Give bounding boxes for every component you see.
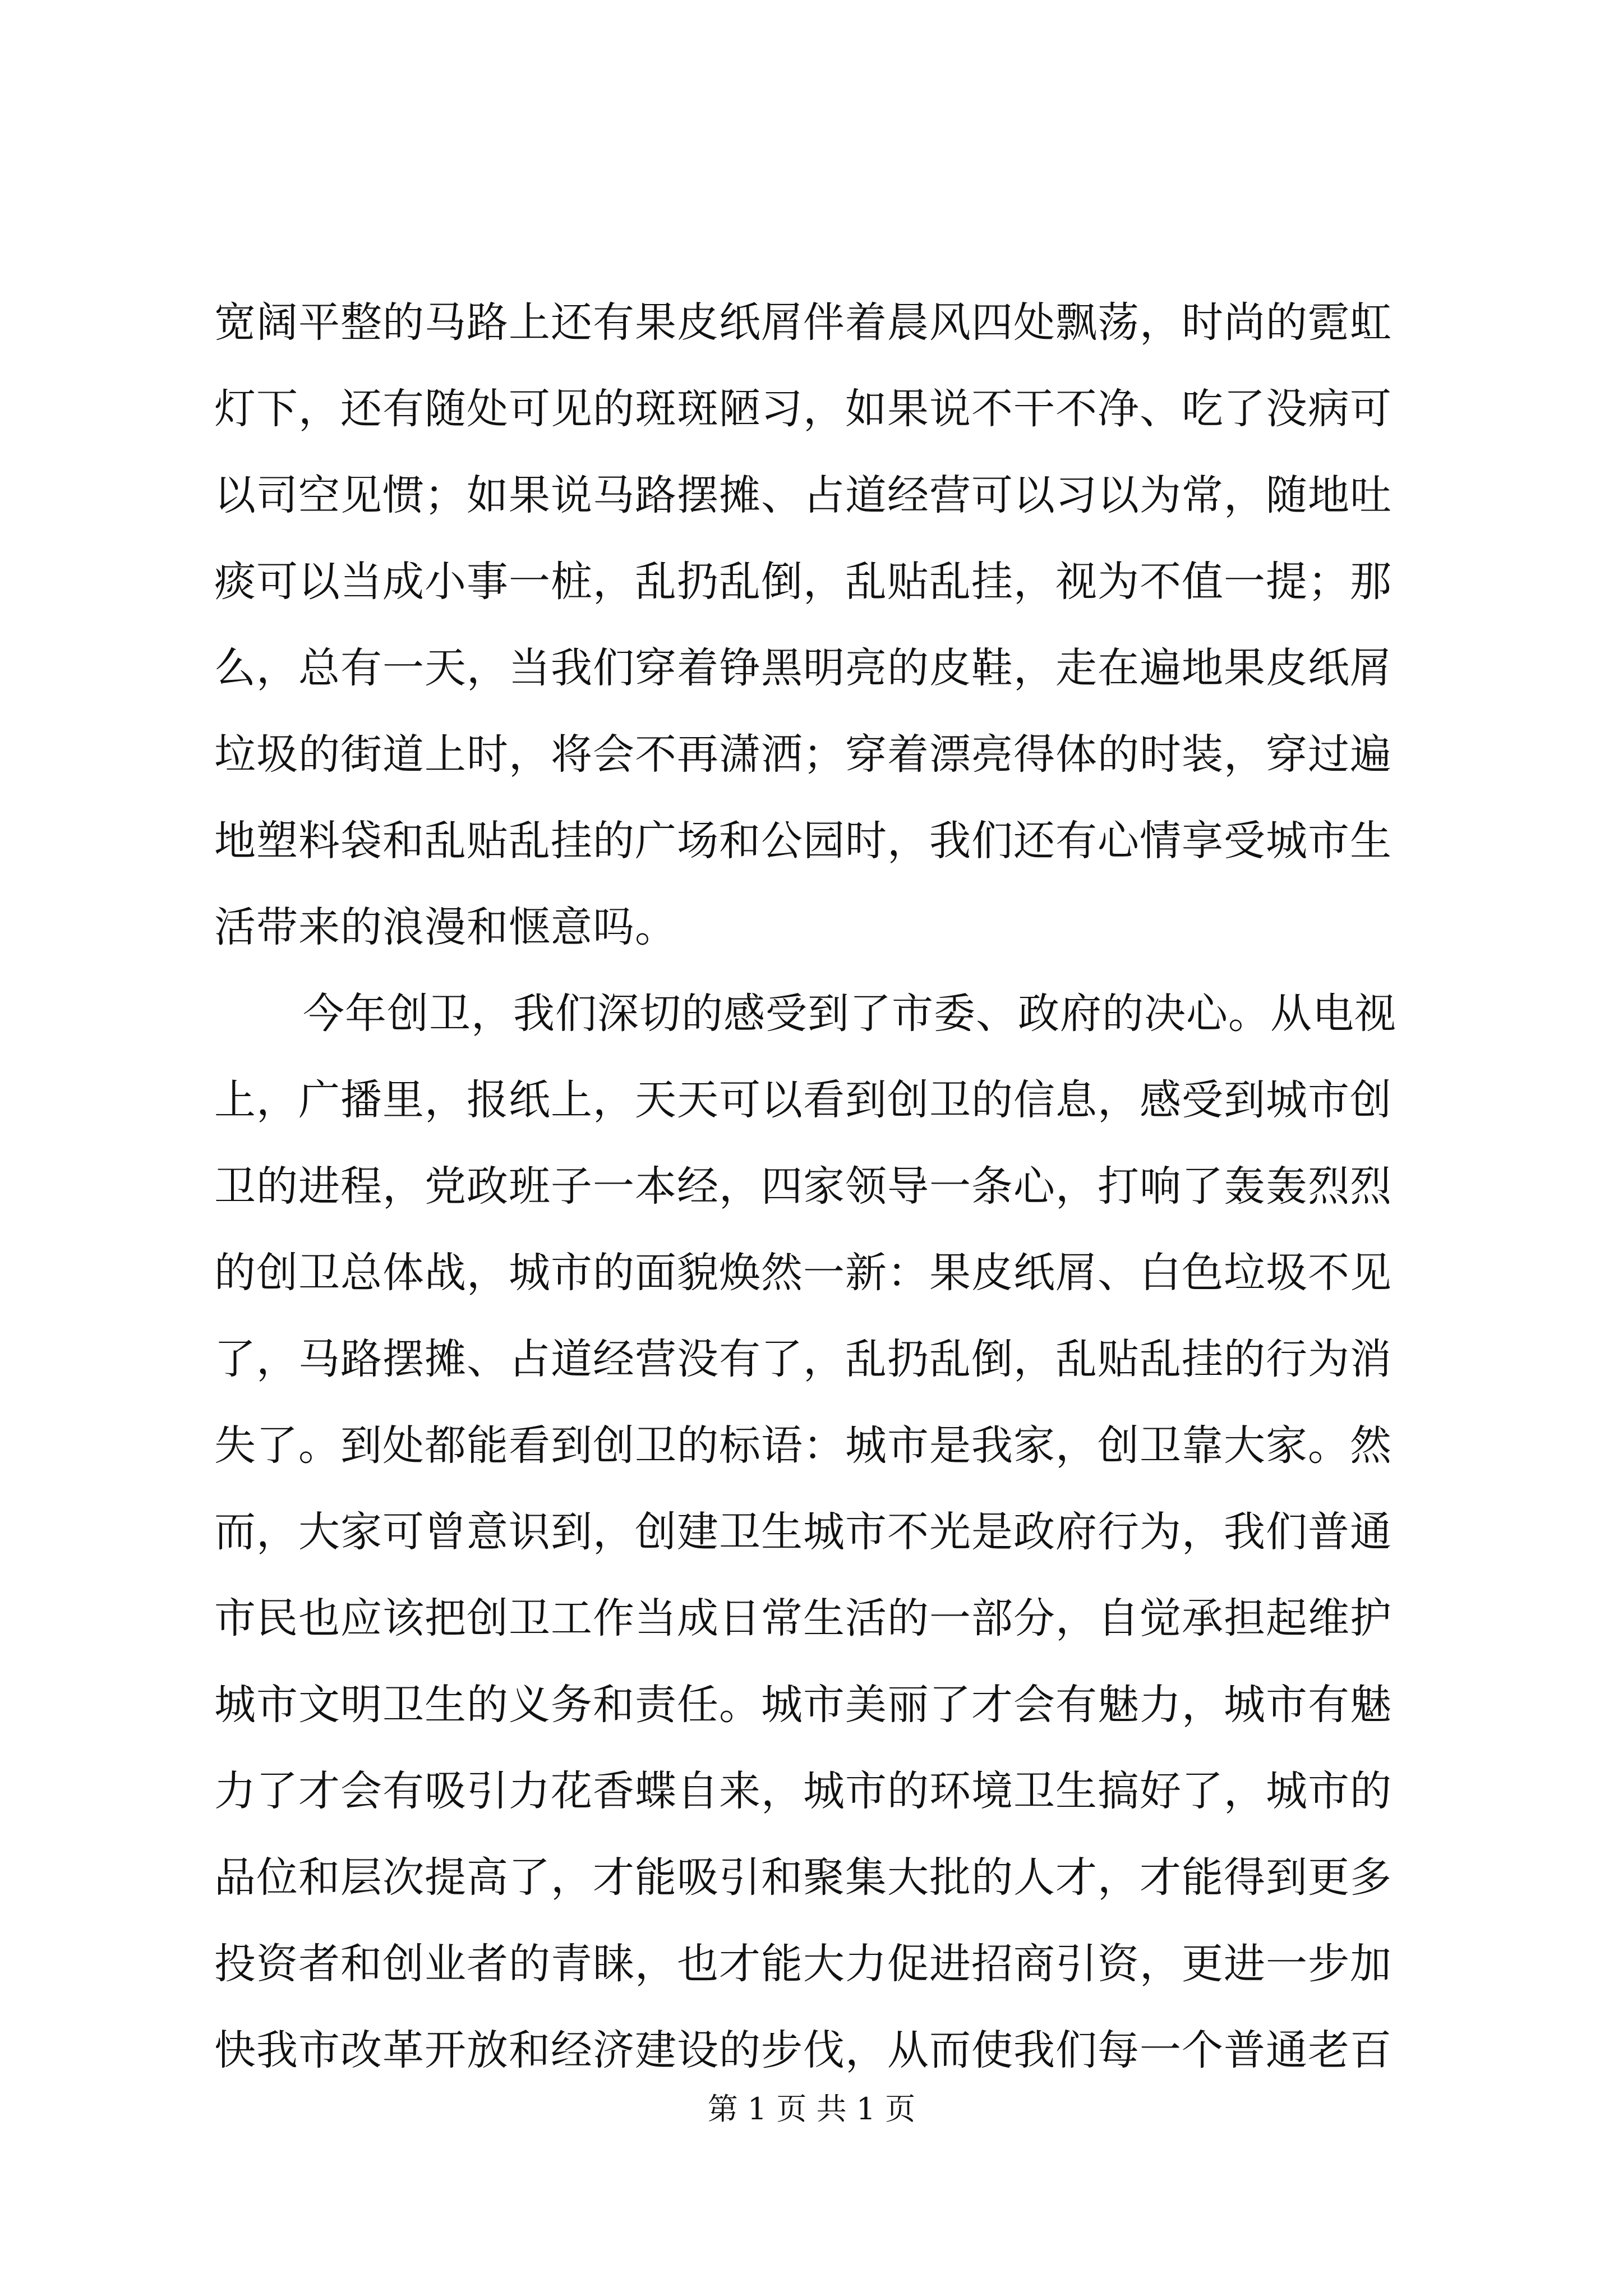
text-line: 痰可以当成小事一桩，乱扔乱倒，乱贴乱挂，视为不值一提；那 [214,558,1392,606]
text-line: 灯下，还有随处可见的斑斑陋习，如果说不干不净、吃了没病可 [214,385,1392,433]
text-line: 垃圾的街道上时，将会不再潇洒；穿着漂亮得体的时装，穿过遍 [214,730,1392,779]
page-number-label: 第 1 页 共 1 页 [707,2091,916,2127]
document-body [214,279,1420,2093]
page-footer [0,2087,1623,2132]
text-line: 失了。到处都能看到创卫的标语：城市是我家，创卫靠大家。然 [214,1421,1392,1470]
paragraph-2 [214,970,1420,2093]
text-line: 宽阔平整的马路上还有果皮纸屑伴着晨风四处飘荡，时尚的霓虹 [214,298,1392,347]
text-line: 投资者和创业者的青睐，也才能大力促进招商引资，更进一步加 [214,1940,1392,1988]
text-line: 以司空见惯；如果说马路摆摊、占道经营可以习以为常，随地吐 [214,471,1392,519]
text-line: 上，广播里，报纸上，天天可以看到创卫的信息，感受到城市创 [214,1076,1392,1124]
text-line: 快我市改革开放和经济建设的步伐，从而使我们每一个普通老百 [214,2026,1392,2074]
paragraph-1 [214,279,1420,970]
text-line: 活带来的浪漫和惬意吗。 [214,903,677,951]
text-line: 卫的进程，党政班子一本经，四家领导一条心，打响了轰轰烈烈 [214,1162,1392,1211]
text-line: 力了才会有吸引力花香蝶自来，城市的环境卫生搞好了，城市的 [214,1767,1392,1815]
text-line: 地塑料袋和乱贴乱挂的广场和公园时，我们还有心情享受城市生 [214,817,1392,865]
text-line: 么，总有一天，当我们穿着铮黑明亮的皮鞋，走在遍地果皮纸屑 [214,644,1392,692]
text-line: 品位和层次提高了，才能吸引和聚集大批的人才，才能得到更多 [214,1853,1392,1902]
text-line: 的创卫总体战，城市的面貌焕然一新：果皮纸屑、白色垃圾不见 [214,1249,1392,1297]
text-line: 今年创卫，我们深切的感受到了市委、政府的决心。从电视 [303,990,1396,1038]
text-line: 而，大家可曾意识到，创建卫生城市不光是政府行为，我们普通 [214,1508,1392,1556]
text-line: 城市文明卫生的义务和责任。城市美丽了才会有魅力，城市有魅 [214,1681,1392,1729]
text-line: 市民也应该把创卫工作当成日常生活的一部分，自觉承担起维护 [214,1594,1392,1642]
text-line: 了，马路摆摊、占道经营没有了，乱扔乱倒，乱贴乱挂的行为消 [214,1335,1392,1383]
